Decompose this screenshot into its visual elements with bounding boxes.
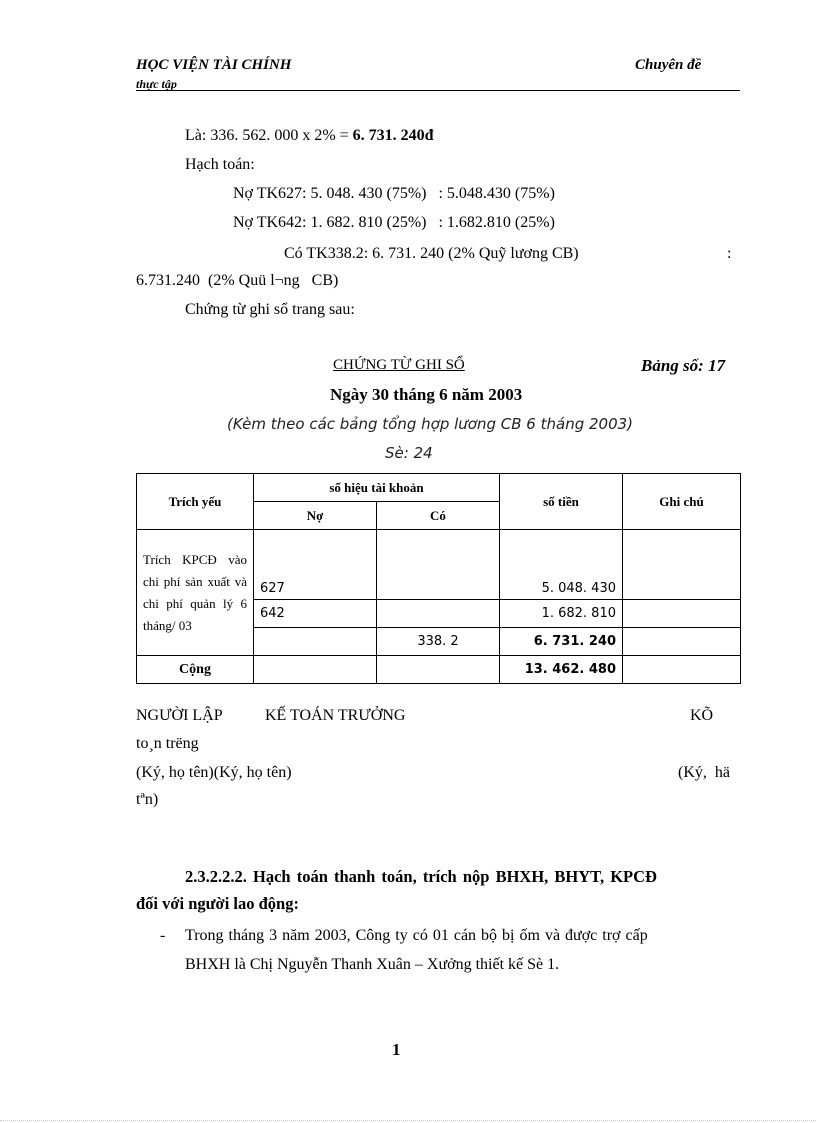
entry-credit-338: Có TK338.2: 6. 731. 240 (2% Quỹ lương CB) xyxy=(284,245,579,262)
bullet-text: Trong tháng 3 năm 2003, Công ty có 01 cán bộ bị ốm và được trợ cấp xyxy=(185,927,648,944)
header-institution: HỌC VIỆN TÀI CHÍNH xyxy=(136,57,292,73)
total-amount: 13. 462. 480 xyxy=(500,656,623,684)
cell-amount: 1. 682. 810 xyxy=(500,600,623,628)
page-number: 1 xyxy=(392,1040,401,1059)
sig-sign-left: (Ký, họ tên)(Ký, họ tên) xyxy=(136,764,292,781)
row-description: Trích KPCĐ vào chi phí sản xuất và chi phí quản lý 6 tháng/ 03 xyxy=(137,530,254,656)
cell-credit: 338. 2 xyxy=(377,628,500,656)
voucher-title: CHỨNG TỪ GHI SỔ xyxy=(333,357,465,373)
cell-notes xyxy=(623,656,741,684)
cell-notes xyxy=(623,530,741,600)
cell-credit xyxy=(377,530,500,600)
cell-debit: 627 xyxy=(254,530,377,600)
section-heading-cont: đối với người lao động: xyxy=(136,894,299,913)
total-row xyxy=(137,656,741,684)
bullet-text-cont: BHXH là Chị Nguyễn Thanh Xuân – Xưởng thiết kế Sè 1. xyxy=(185,956,560,973)
col-description-header: Trích yếu xyxy=(137,474,254,530)
voucher-date: Ngày 30 tháng 6 năm 2003 xyxy=(330,385,523,404)
total-label: Cộng xyxy=(137,656,254,684)
sig-sign-right: (Ký, hä xyxy=(678,764,730,781)
col-credit-header: Có xyxy=(377,502,500,530)
entry-debit-627: Nợ TK627: 5. 048. 430 (75%) : 5.048.430 (75%) xyxy=(233,185,555,202)
entry-debit-642: Nợ TK642: 1. 682. 810 (25%) : 1.682.810 (25%) xyxy=(233,214,555,231)
section-heading: 2.3.2.2.2. Hạch toán thanh toán, trích nộp BHXH, BHYT, KPCĐ xyxy=(185,867,657,886)
col-notes-header: Ghi chú xyxy=(623,474,741,530)
sig-sign-right-cont: tªn) xyxy=(136,791,159,808)
voucher-number: Sè: 24 xyxy=(385,444,433,462)
entry-credit-cont: 6.731.240 (2% Quü l¬ng CB) xyxy=(136,272,339,289)
col-amount-header: số tiền xyxy=(500,474,623,530)
sig-right-title-cont: to¸n trëng xyxy=(136,735,199,752)
page-bottom-border xyxy=(0,1120,816,1121)
cell-debit xyxy=(254,656,377,684)
cell-debit: 642 xyxy=(254,600,377,628)
intro-line-7: Chứng từ ghi sổ trang sau: xyxy=(185,301,355,318)
cell-debit xyxy=(254,628,377,656)
sig-preparer: NGƯỜI LẬP xyxy=(136,707,223,724)
cell-notes xyxy=(623,600,741,628)
bullet-dash: - xyxy=(160,927,166,944)
entry-colon: : xyxy=(727,245,732,262)
voucher-note: (Kèm theo các bảng tổng hợp lương CB 6 tháng 2003) xyxy=(227,415,634,433)
cell-amount: 6. 731. 240 xyxy=(500,628,623,656)
header-subtitle: thực tập xyxy=(136,77,177,91)
cell-amount: 5. 048. 430 xyxy=(500,530,623,600)
header-rule xyxy=(136,90,740,91)
sig-chief-accountant: KẾ TOÁN TRƯỞNG xyxy=(265,707,406,724)
sig-right-title: KÕ xyxy=(690,707,714,724)
cell-credit xyxy=(377,600,500,628)
header-right: Chuyên đề xyxy=(635,57,702,73)
cell-credit xyxy=(377,656,500,684)
intro-line-1: Là: 336. 562. 000 x 2% = 6. 731. 240đ xyxy=(185,127,434,144)
table-row xyxy=(137,530,741,600)
cell-notes xyxy=(623,628,741,656)
voucher-table xyxy=(136,473,741,684)
col-debit-header: Nợ xyxy=(254,502,377,530)
intro-line-2: Hạch toán: xyxy=(185,156,255,173)
table-number: Bảng số: 17 xyxy=(641,356,726,375)
col-account-header: số hiệu tài khoản xyxy=(254,474,500,502)
